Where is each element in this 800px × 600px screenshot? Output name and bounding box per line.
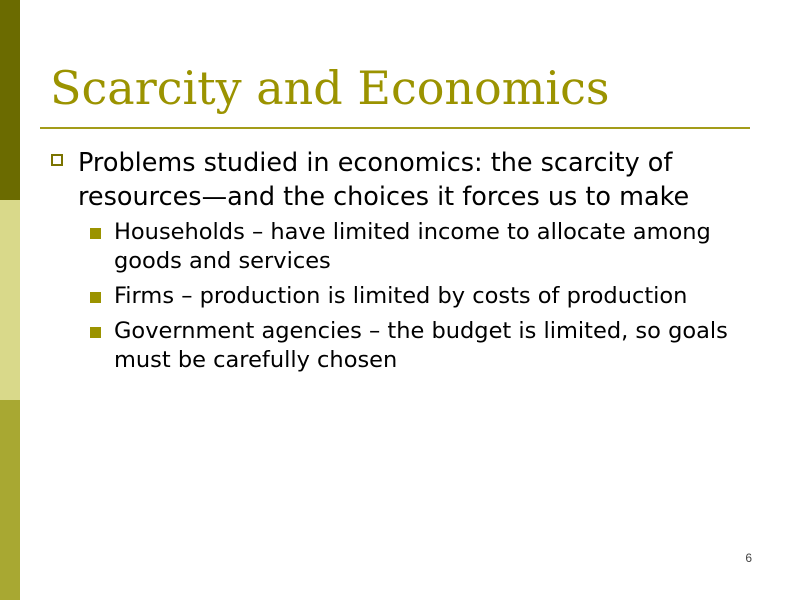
page-number: 6 (745, 551, 752, 565)
side-band-top (0, 0, 20, 200)
title-divider (40, 127, 750, 129)
bullet-main-text: Problems studied in economics: the scarcity of resources—and the choices it forces us to make (78, 148, 690, 212)
filled-square-bullet-icon (90, 228, 101, 239)
hollow-square-bullet-icon (51, 154, 63, 166)
sub-bullet-text: Firms – production is limited by costs of production (114, 283, 688, 309)
side-band-bottom (0, 400, 20, 600)
sub-bullet-list (40, 218, 760, 375)
sub-bullet-text: Households – have limited income to allocate among goods and services (114, 219, 711, 274)
bullet-main (40, 146, 760, 214)
filled-square-bullet-icon (90, 292, 101, 303)
sub-bullet-households (40, 218, 760, 276)
slide-body (40, 146, 760, 381)
side-band-middle (0, 200, 20, 400)
filled-square-bullet-icon (90, 327, 101, 338)
slide-title: Scarcity and Economics (50, 61, 610, 115)
sub-bullet-firms (40, 282, 760, 311)
sub-bullet-text: Government agencies – the budget is limited, so goals must be carefully chosen (114, 318, 728, 373)
sub-bullet-government (40, 317, 760, 375)
